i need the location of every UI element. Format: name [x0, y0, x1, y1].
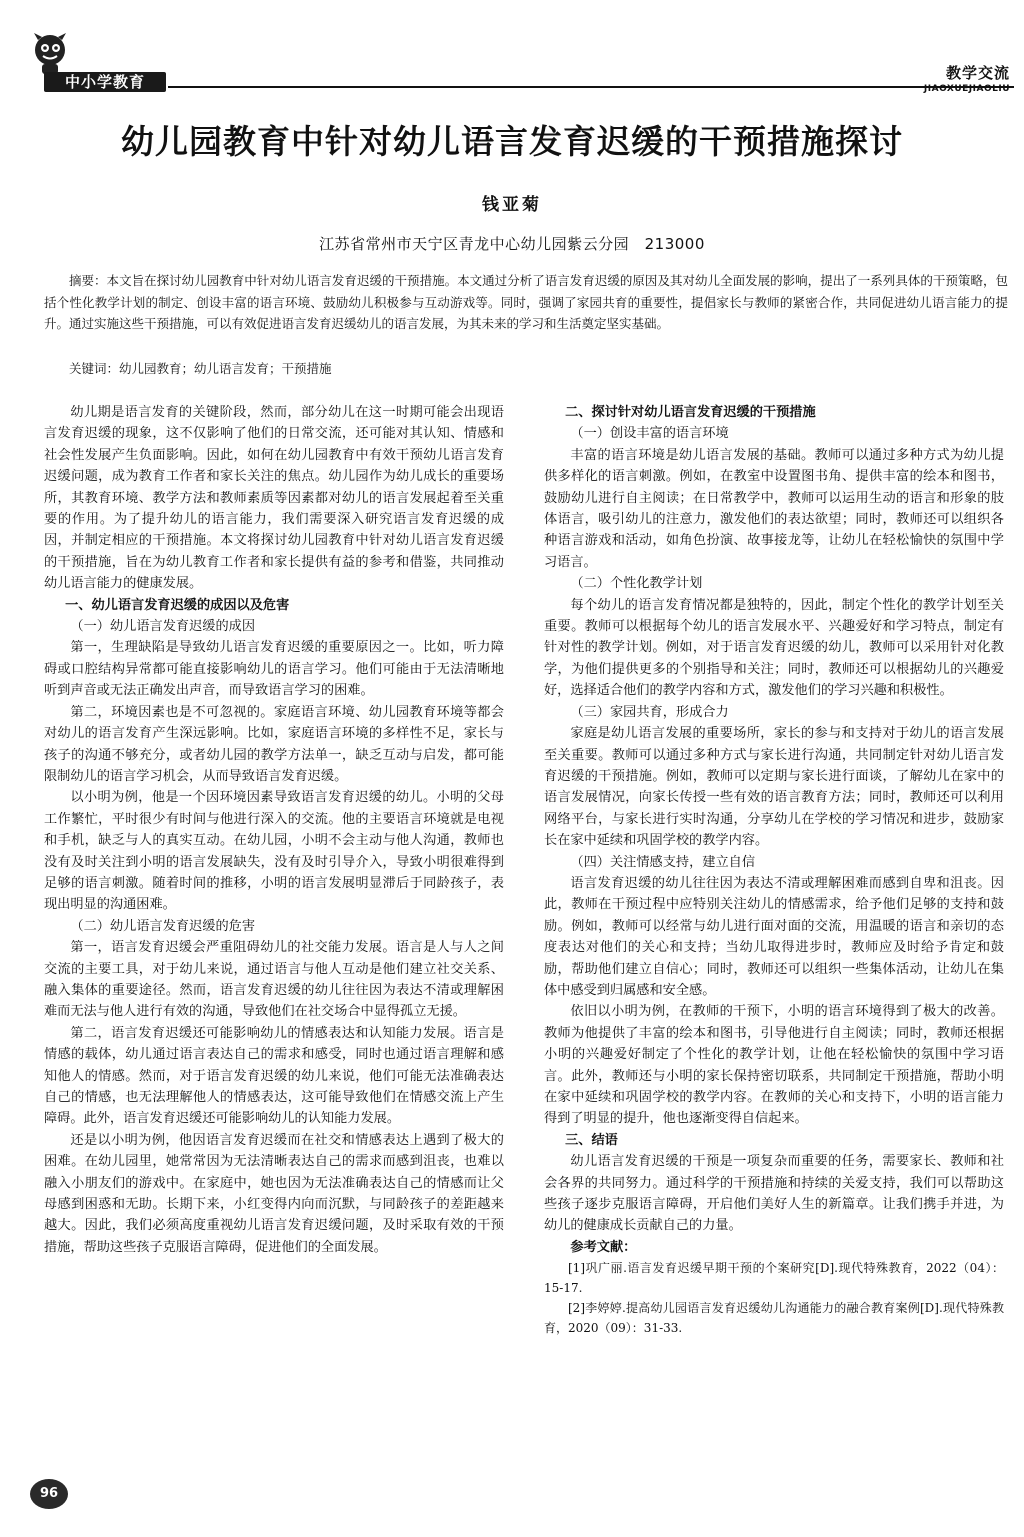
keywords: 关键词：幼儿园教育；幼儿语言发育；干预措施 — [69, 361, 332, 376]
left-column — [44, 402, 504, 1258]
section-2-3-heading: （三）家园共育，形成合力 — [570, 704, 729, 720]
section-2-1-heading: （一）创设丰富的语言环境 — [570, 426, 729, 442]
paragraph: 第二，环境因素也是不可忽视的。家庭语言环境、幼儿园教育环境等都会对幼儿的语言发育产生深远影响。比如，家庭语言环境的多样性不足，家长与孩子的沟通不够充分，或者幼儿园的教学方法单一，缺乏互动与启发，都可能限制幼儿的语言学习机会，从而导致语言发育迟缓。 — [44, 704, 504, 784]
section-1-1-heading: （一）幼儿语言发育迟缓的成因 — [70, 619, 256, 635]
paragraph: 第一，语言发育迟缓会严重阻碍幼儿的社交能力发展。语言是人与人之间交流的主要工具，对于幼儿来说，通过语言与他人互动是他们建立社交关系、融入集体的重要途径。然而，语言发育迟缓的幼儿往往因为表达不清或理解困难而无法与他人进行有效的沟通，导致他们在社交场合中显得孤立无援。 — [44, 940, 504, 1020]
paragraph: 第二，语言发育迟缓还可能影响幼儿的情感表达和认知能力发展。语言是情感的载体，幼儿通过语言表达自己的需求和感受，同时也通过语言理解和感知他人的情感。然而，对于语言发育迟缓的幼儿来说，他们可能无法准确表达自己的情感，也无法理解他人的情感表达，这可能导致他们在情感交流上产生障碍。此外，语言发育迟缓还可能影响幼儿的认知能力发展。 — [44, 1025, 504, 1127]
journal-name: 中小学教育 — [44, 72, 166, 92]
reference-item: [2]李婷婷.提高幼儿园语言发育迟缓幼儿沟通能力的融合教育案例[D].现代特殊教育，2020（09）：31-33. — [544, 1301, 1004, 1336]
section-1-heading: 一、幼儿语言发育迟缓的成因以及危害 — [65, 597, 290, 613]
right-column — [544, 402, 1004, 1338]
reference-item: [1]巩广丽.语言发育迟缓早期干预的个案研究[D].现代特殊教育，2022（04）：15-17. — [544, 1261, 1004, 1296]
page-number: 96 — [30, 1479, 68, 1509]
intro-paragraph: 幼儿期是语言发育的关键阶段，然而，部分幼儿在这一时期可能会出现语言发育迟缓的现象，这不仅影响了他们的日常交流，还可能对其认知、情感和社会性发展产生负面影响。因此，如何在幼儿园教育中有效干预幼儿语言发育迟缓问题，成为教育工作者和家长关注的焦点。幼儿园作为幼儿成长的重要场所，其教育环境、教学方法和教师素质等因素都对幼儿的语言发展起着至关重要的作用。为了提升幼儿的语言能力，我们需要深入研究语言发育迟缓的成因，并制定相应的干预措施。本文将探讨幼儿园教育中针对幼儿语言发育迟缓的干预措施，旨在为幼儿教育工作者和家长提供有益的参考和借鉴，共同推动幼儿语言能力的健康发展。 — [44, 405, 504, 592]
references-heading: 参考文献： — [570, 1239, 637, 1255]
paragraph: 还是以小明为例，他因语言发育迟缓而在社交和情感表达上遇到了极大的困难。在幼儿园里，她常常因为无法清晰表达自己的需求而感到沮丧，也难以融入小朋友们的游戏中。在家庭中，她也因为无法准确表达自己的情感而让父母感到困惑和无助。长期下来，小红变得内向而沉默，与同龄孩子的差距越来越大。因此，我们必须高度重视幼儿语言发育迟缓问题，及时采取有效的干预措施，帮助这些孩子克服语言障碍，促进他们的全面发展。 — [44, 1132, 504, 1255]
paragraph: 家庭是幼儿语言发展的重要场所，家长的参与和支持对于幼儿的语言发展至关重要。教师可以通过多种方式与家长进行沟通，共同制定针对幼儿语言发育迟缓的干预措施。例如，教师可以定期与家长进行面谈，了解幼儿在家中的语言发展情况，向家长传授一些有效的语言教育方法；同时，教师还可以利用网络平台，与家长进行实时沟通，分享幼儿在学校的学习情况和进步，鼓励家长在家中延续和巩固学校的教学内容。 — [544, 726, 1004, 849]
paragraph: 以小明为例，他是一个因环境因素导致语言发育迟缓的幼儿。小明的父母工作繁忙，平时很少有时间与他进行深入的交流。他的主要语言环境就是电视和手机，缺乏与人的真实互动。在幼儿园，小明不会主动与他人沟通，教师也没有及时关注到小明的语言发展缺失，没有及时引导介入，导致小明很难得到足够的语言刺激。随着时间的推移，小明的语言发展明显滞后于同龄孩子，表现出明显的沟通困难。 — [44, 790, 504, 913]
paragraph: 语言发育迟缓的幼儿往往因为表达不清或理解困难而感到自卑和沮丧。因此，教师在干预过程中应特别关注幼儿的情感需求，给予他们足够的支持和鼓励。例如，教师可以经常与幼儿进行面对面的交流，用温暖的语言和亲切的态度表达对他们的关心和支持；当幼儿取得进步时，教师应及时给予肯定和鼓励，帮助他们建立自信心；同时，教师还可以组织一些集体活动，让幼儿在集体中感受到归属感和安全感。 — [544, 875, 1004, 998]
section-2-2-heading: （二）个性化教学计划 — [570, 576, 703, 592]
section-pinyin: JIAOXUEJIAOLIU — [923, 84, 1010, 94]
paragraph: 依旧以小明为例，在教师的干预下，小明的语言环境得到了极大的改善。教师为他提供了丰富的绘本和图书，引导他进行自主阅读；同时，教师还根据小明的兴趣爱好制定了个性化的教学计划，让他在轻松愉快的氛围中学习语言。此外，教师还与小明的家长保持密切联系，共同制定干预措施，帮助小明在家中延续和巩固学校的教学内容。在教师的关心和支持下，小明的语言能力得到了明显的提升，他也逐渐变得自信起来。 — [544, 1004, 1004, 1127]
article-author: 钱亚菊 — [482, 195, 542, 215]
author-affiliation: 江苏省常州市天宁区青龙中心幼儿园紫云分园 213000 — [319, 235, 705, 253]
section-tag — [924, 62, 1010, 94]
section-name: 教学交流 — [945, 64, 1010, 82]
article-title: 幼儿园教育中针对幼儿语言发育迟缓的干预措施探讨 — [121, 122, 903, 161]
paragraph: 第一，生理缺陷是导致幼儿语言发育迟缓的重要原因之一。比如，听力障碍或口腔结构异常都可能直接影响幼儿的语言学习。他们可能由于无法清晰地听到声音或无法正确发出声音，而导致语言学习的困难。 — [44, 640, 504, 699]
section-1-2-heading: （二）幼儿语言发育迟缓的危害 — [70, 918, 256, 934]
paragraph: 丰富的语言环境是幼儿语言发展的基础。教师可以通过多种方式为幼儿提供多样化的语言刺激。例如，在教室中设置图书角、提供丰富的绘本和图书，鼓励幼儿进行自主阅读；在日常教学中，教师可以运用生动的语言和形象的肢体语言，吸引幼儿的注意力，激发他们的表达欲望；同时，教师还可以组织各种语言游戏和活动，如角色扮演、故事接龙等，让幼儿在轻松愉快的氛围中学习语言。 — [544, 447, 1004, 570]
section-2-4-heading: （四）关注情感支持，建立自信 — [570, 854, 756, 870]
paragraph: 幼儿语言发育迟缓的干预是一项复杂而重要的任务，需要家长、教师和社会各界的共同努力。通过科学的干预措施和持续的关爱支持，我们可以帮助这些孩子逐步克服语言障碍，开启他们美好人生的新篇章。让我们携手并进，为幼儿的健康成长贡献自己的力量。 — [544, 1154, 1004, 1234]
section-3-heading: 三、结语 — [565, 1132, 618, 1148]
header-rule — [168, 86, 1014, 88]
section-2-heading: 二、探讨针对幼儿语言发育迟缓的干预措施 — [565, 405, 816, 420]
journal-mascot-icon — [26, 30, 74, 78]
abstract: 摘要：本文旨在探讨幼儿园教育中针对幼儿语言发育迟缓的干预措施。本文通过分析了语言发育迟缓的原因及其对幼儿全面发展的影响，提出了一系列具体的干预策略，包括个性化教学计划的制定、创设丰富的语言环境、鼓励幼儿积极参与互动游戏等。同时，强调了家园共育的重要性，提倡家长与教师的紧密合作，共同促进幼儿语言能力的提升。通过实施这些干预措施，可以有效促进语言发育迟缓幼儿的语言发展，为其未来的学习和生活奠定坚实基础。 — [44, 273, 1008, 331]
paragraph: 每个幼儿的语言发育情况都是独特的，因此，制定个性化的教学计划至关重要。教师可以根据每个幼儿的语言发展水平、兴趣爱好和学习特点，制定有针对性的教学计划。例如，对于语言发育迟缓的幼儿，教师可以采用针对化教学，为他们提供更多的个别指导和关注；同时，教师还可以根据幼儿的兴趣爱好，选择适合他们的教学内容和方式，激发他们的学习兴趣和积极性。 — [544, 597, 1004, 699]
